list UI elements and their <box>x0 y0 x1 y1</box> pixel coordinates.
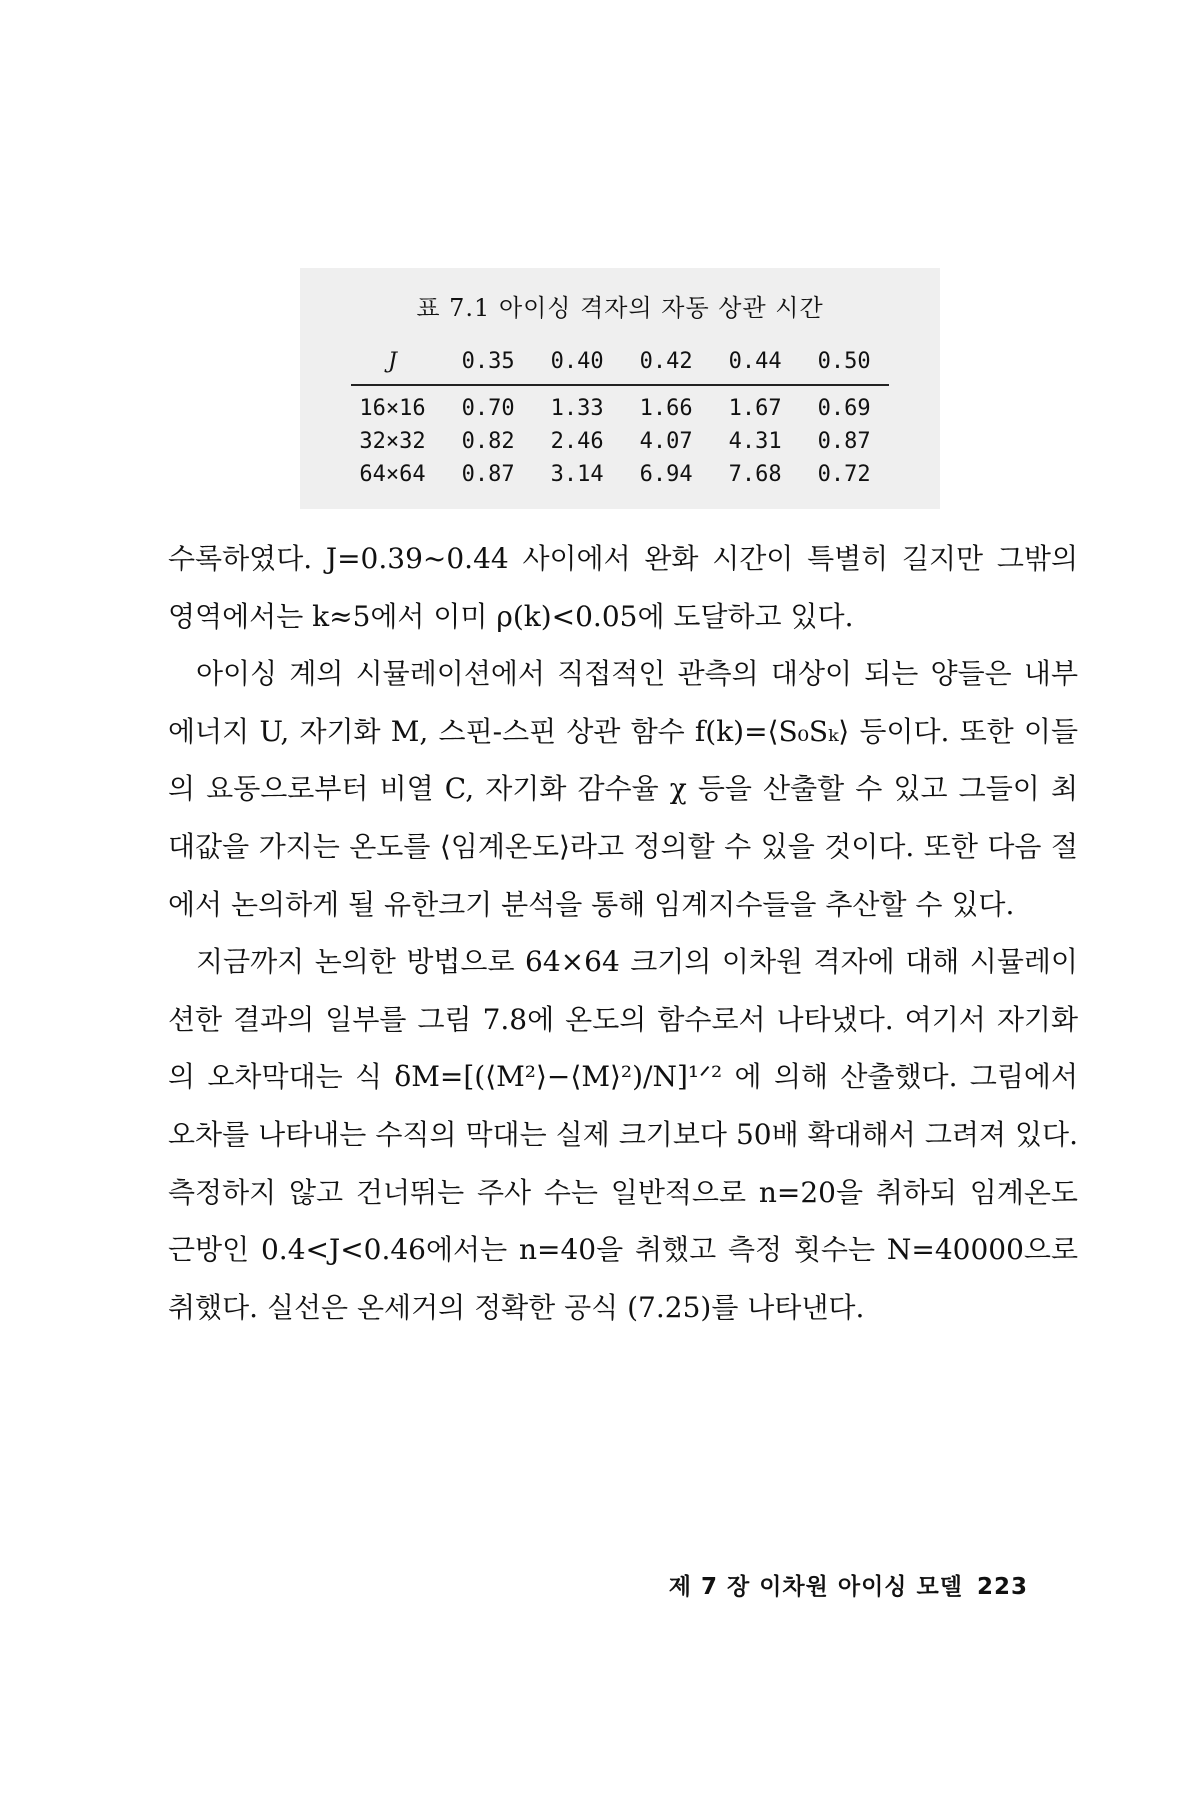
running-chapter-title: 제 7 장 이차원 아이싱 모델 <box>668 1574 963 1600</box>
body-text <box>168 530 1078 1336</box>
table-cell: 1.66 <box>639 396 693 421</box>
table-cell: 0.69 <box>817 396 871 421</box>
table-header-cell: J <box>388 349 397 374</box>
table-cell: 1.33 <box>550 396 604 421</box>
table-header-row <box>351 345 888 385</box>
table-cell: 0.82 <box>461 429 515 454</box>
table-cell: 2.46 <box>550 429 604 454</box>
table-row-label: 64×64 <box>359 462 426 487</box>
table-header-cell: 0.44 <box>728 349 782 374</box>
table-cell: 3.14 <box>550 462 604 487</box>
table-row-label: 16×16 <box>359 396 426 421</box>
autocorrelation-table <box>351 345 888 491</box>
table-row <box>351 458 888 491</box>
table-cell: 0.72 <box>817 462 871 487</box>
paragraph-continuation: 수록하였다. J=0.39~0.44 사이에서 완화 시간이 특별히 길지만 그밖의 영역에서는 k≈5에서 이미 ρ(k)<0.05에 도달하고 있다. <box>168 542 1078 633</box>
table-cell: 7.68 <box>728 462 782 487</box>
table-header-cell: 0.35 <box>461 349 515 374</box>
table-caption: 표 7.1 아이싱 격자의 자동 상관 시간 <box>416 294 824 322</box>
paragraph-observables: 아이싱 계의 시뮬레이션에서 직접적인 관측의 대상이 되는 양들은 내부 에너지 U, 자기화 M, 스핀-스핀 상관 함수 f(k)=⟨S₀Sₖ⟩ 등이다. 또한 이들의 요동으로부터 비열 C, 자기화 감수율 χ 등을 산출할 수 있고 그들이 최대값을 가지는 온도를 ⟨임계온도⟩라고 정의할 수 있을 것이다. 또한 다음 절에서 논의하게 될 유한크기 분석을 통해 임계지수들을 추산할 수 있다. <box>168 657 1078 921</box>
table-header-cell: 0.40 <box>550 349 604 374</box>
table-block <box>300 268 940 509</box>
table-row-label: 32×32 <box>359 429 426 454</box>
table-cell: 4.07 <box>639 429 693 454</box>
page-footer <box>669 1568 1028 1601</box>
table-cell: 0.87 <box>817 429 871 454</box>
table-cell: 0.70 <box>461 396 515 421</box>
table-cell: 0.87 <box>461 462 515 487</box>
table-cell: 6.94 <box>639 462 693 487</box>
table-row <box>351 385 888 425</box>
table-header-cell: 0.42 <box>639 349 693 374</box>
page-number: 223 <box>976 1574 1028 1600</box>
table-row <box>351 425 888 458</box>
table-header-cell: 0.50 <box>817 349 871 374</box>
table-cell: 1.67 <box>728 396 782 421</box>
table-cell: 4.31 <box>728 429 782 454</box>
paragraph-simulation-results: 지금까지 논의한 방법으로 64×64 크기의 이차원 격자에 대해 시뮬레이션한 결과의 일부를 그림 7.8에 온도의 함수로서 나타냈다. 여기서 자기화의 오차막대는 식 δM=[(⟨M²⟩−⟨M⟩²)/N]¹ᐟ² 에 의해 산출했다. 그림에서 오차를 나타내는 수직의 막대는 실제 크기보다 50배 확대해서 그려져 있다. 측정하지 않고 건너뛰는 주사 수는 일반적으로 n=20을 취하되 임계온도 근방인 0.4<J<0.46에서는 n=40을 취했고 측정 횟수는 N=40000으로 취했다. 실선은 온세거의 정확한 공식 (7.25)를 나타낸다. <box>168 945 1078 1324</box>
